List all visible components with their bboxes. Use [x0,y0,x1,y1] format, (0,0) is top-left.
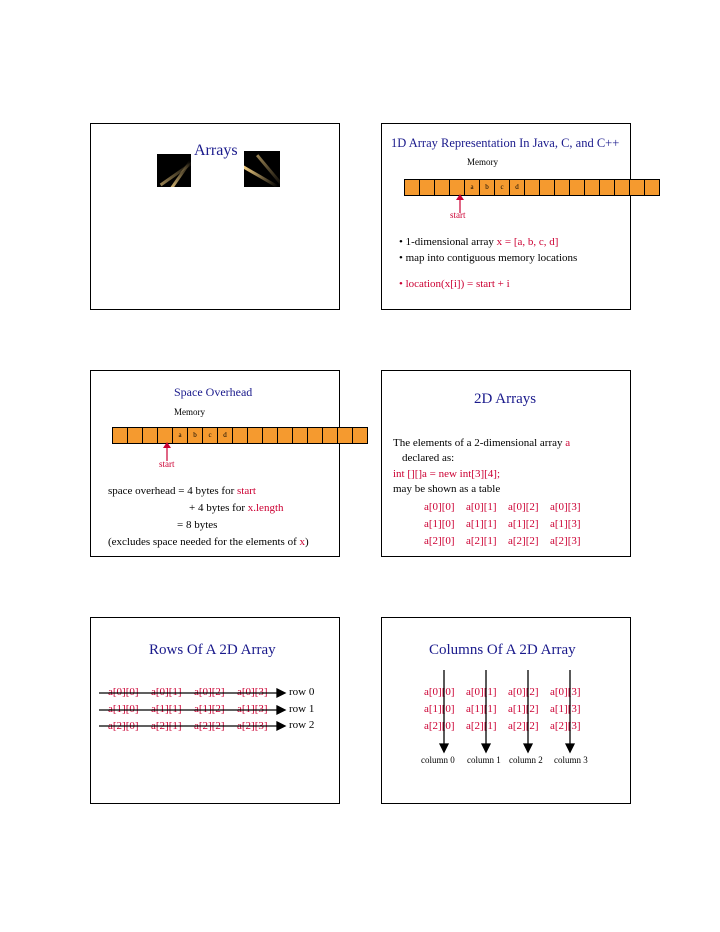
overhead-line-1 [108,485,256,497]
slide-2d-arrays [381,370,631,557]
memory-cell [405,179,420,196]
slide-columns [381,617,631,804]
column-label-1: column 1 [467,755,501,765]
memory-cell [570,179,585,196]
bullet-1-array: x = [a, b, c, d] [496,236,559,248]
array-cell: a[1][0] [108,703,139,715]
slide-rows [90,617,340,804]
overhead-line-4-close: ) [305,536,309,548]
memory-cells [404,179,660,196]
array-cell: a[0][0] [108,686,139,698]
memory-cell [645,179,660,196]
array-cell: a[2][1] [466,720,497,732]
memory-cell: d [510,179,525,196]
overhead-line-3: = 8 bytes [177,519,218,531]
memory-cell [525,179,540,196]
overhead-line-4-text: (excludes space needed for the elements of [108,536,300,548]
column-arrows [382,618,630,803]
overhead-line-2 [189,502,284,514]
memory-cell [540,179,555,196]
column-label-2: column 2 [509,755,543,765]
array-cell: a[2][0] [424,535,455,547]
memory-cell [555,179,570,196]
column-label-3: column 3 [554,755,588,765]
overhead-line-4-var: x [299,536,305,548]
overhead-line-2-var: x.length [247,502,284,514]
memory-cell: b [480,179,495,196]
array-cell: a[1][1] [466,703,497,715]
array-cell: a[2][3] [237,720,268,732]
memory-cell [420,179,435,196]
array-cell: a[0][0] [424,501,455,513]
slide-arrays [90,123,340,310]
array-cell: a[1][2] [508,703,539,715]
memory-cell [278,427,293,444]
array-cell: a[0][3] [550,501,581,513]
array-cell: a[2][2] [508,720,539,732]
array-cell: a[0][3] [550,686,581,698]
intro-line-1-text: The elements of a 2-dimensional array [393,437,566,449]
decorative-photo-left [157,154,191,187]
memory-cell: a [173,427,188,444]
decorative-photo-right [244,151,280,187]
array-cell: a[0][2] [508,501,539,513]
array-cell: a[2][3] [550,535,581,547]
slide-title: Arrays [194,142,238,159]
intro-line-1 [393,437,570,449]
slide-title: Space Overhead [174,385,253,399]
overhead-line-1-text: space overhead = 4 bytes for [108,485,237,497]
memory-cell [263,427,278,444]
memory-label: Memory [467,157,498,167]
bullet-1: • 1-dimensional array x = [a, b, c, d] [399,236,559,248]
array-cell: a[0][1] [466,501,497,513]
memory-cell [113,427,128,444]
memory-cell [233,427,248,444]
array-cell: a[1][0] [424,518,455,530]
memory-cell: b [188,427,203,444]
array-cell: a[1][3] [550,518,581,530]
bullet-3-text: location(x[i]) = start + i [405,278,510,290]
memory-cell [248,427,263,444]
memory-cell [308,427,323,444]
memory-cells [112,427,368,444]
memory-cell: a [465,179,480,196]
array-cell: a[1][0] [424,703,455,715]
overhead-line-2-text: + 4 bytes for [189,502,248,514]
row-label-2: row 2 [289,719,315,731]
bullet-3: • location(x[i]) = start + i [399,278,510,290]
slide-title: Columns Of A 2D Array [429,642,576,658]
slide-title: Rows Of A 2D Array [149,642,276,658]
memory-cell [338,427,353,444]
memory-cell [585,179,600,196]
array-cell: a[2][1] [151,720,182,732]
overhead-line-4 [108,536,309,548]
slide-1d-array-representation [381,123,631,310]
array-cell: a[1][3] [237,703,268,715]
memory-cell [128,427,143,444]
memory-cell [143,427,158,444]
bullet-2: • map into contiguous memory locations [399,252,578,264]
array-cell: a[1][2] [194,703,225,715]
intro-line-3: may be shown as a table [393,483,501,495]
memory-cell: c [203,427,218,444]
slide-title: 2D Arrays [474,391,537,407]
array-cell: a[2][2] [194,720,225,732]
row-label-1: row 1 [289,703,315,715]
memory-cell [600,179,615,196]
memory-cell [353,427,368,444]
array-cell: a[1][1] [151,703,182,715]
memory-cell [630,179,645,196]
array-cell: a[2][2] [508,535,539,547]
array-cell: a[1][2] [508,518,539,530]
array-cell: a[1][1] [466,518,497,530]
slide-space-overhead [90,370,340,557]
bullet-1-text: 1-dimensional array [405,236,497,248]
memory-label: Memory [174,407,205,417]
array-cell: a[0][1] [151,686,182,698]
memory-cell: c [495,179,510,196]
memory-cell [293,427,308,444]
array-cell: a[2][0] [424,720,455,732]
array-cell: a[0][0] [424,686,455,698]
memory-cell [615,179,630,196]
start-label: start [159,459,175,469]
array-cell: a[0][3] [237,686,268,698]
memory-cell: d [218,427,233,444]
array-cell: a[2][3] [550,720,581,732]
declaration-code: int [][]a = new int[3][4]; [393,468,500,480]
array-cell: a[2][1] [466,535,497,547]
bullet-2-text: map into contiguous memory locations [405,252,578,264]
array-cell: a[2][0] [108,720,139,732]
memory-cell [435,179,450,196]
intro-line-1-var: a [565,437,571,449]
array-cell: a[0][2] [194,686,225,698]
intro-line-2: declared as: [402,452,455,464]
column-label-0: column 0 [421,755,455,765]
start-label: start [450,210,466,220]
array-cell: a[1][3] [550,703,581,715]
array-cell: a[0][1] [466,686,497,698]
row-label-0: row 0 [289,686,315,698]
memory-cell [323,427,338,444]
array-cell: a[0][2] [508,686,539,698]
overhead-line-1-var: start [237,485,256,497]
slide-title: 1D Array Representation In Java, C, and C++ [391,136,620,150]
